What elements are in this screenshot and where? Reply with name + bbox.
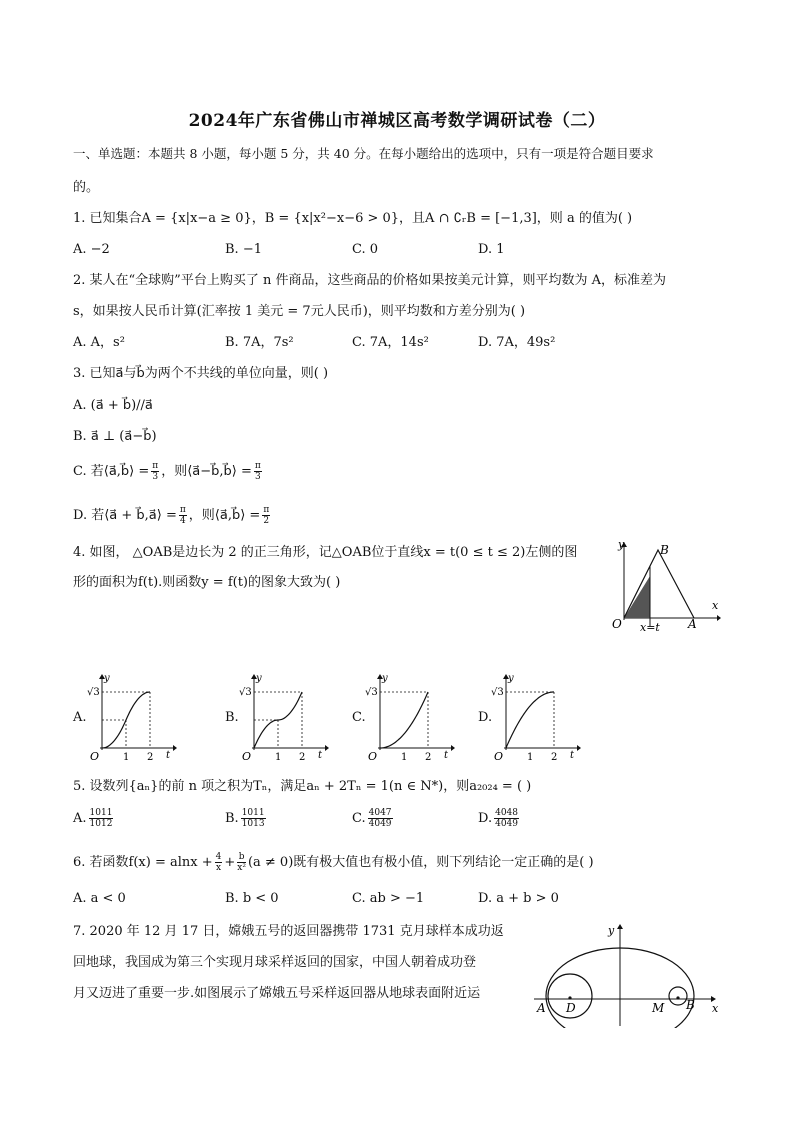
graph-x-arrow (451, 745, 455, 751)
q6-option-d: D. a + b > 0 (478, 891, 559, 906)
y-axis-arrow (617, 924, 623, 929)
q3-stem: 3. 已知a⃗与b⃗为两个不共线的单位向量，则( ) (73, 366, 329, 381)
graph-label-1: 1 (275, 752, 282, 760)
q4-graph-a (86, 672, 181, 760)
graph-label-y: y (104, 673, 110, 684)
q6-stem: 6. 若函数f(x) = alnx + $\frac{4}{x}$ + $\frac{b}{\text{x²}}$ (a ≠ 0)既有极大值也有极小值，则下列结论一定正确的是( ) (73, 852, 594, 873)
q4-stem-line2: 形的面积为f(t).则函数y = f(t)的图象大致为( ) (73, 575, 341, 590)
q6-option-c: C. ab > −1 (352, 891, 425, 906)
graph-label-y: y (256, 673, 262, 684)
graph-label-2: 2 (147, 752, 154, 760)
graph-label-t: t (318, 750, 323, 760)
label-xt: x=t (640, 621, 660, 634)
q2-stem-line1: 2. 某人在“全球购”平台上购买了 n 件商品，这些商品的价格如果按美元计算，则平均数为 A，标准差为 (73, 273, 666, 288)
graph-curve (380, 692, 428, 748)
q2-stem-line2: s，如果按人民币计算(汇率按 1 美元 = 7元人民币)，则平均数和方差分别为( ) (73, 304, 526, 319)
label-x: x (712, 1002, 719, 1015)
q4-graph-c (364, 672, 459, 760)
q2-option-a: A. A，s² (73, 335, 125, 350)
graph-label-sqrt3: √3 (365, 687, 378, 698)
q7-stem-line1: 7. 2020 年 12 月 17 日，嫦娥五号的返回器携带 1731 克月球样本成功返 (73, 924, 504, 939)
graph-label-o: O (494, 750, 504, 760)
q3-c-prefix: C. 若⟨a⃗,b⃗⟩ = (73, 464, 150, 479)
q4-stem-line1: 4. 如图， △OAB是边长为 2 的正三角形，记△OAB位于直线x = t(0 ≤ t ≤ 2)左侧的图 (73, 545, 578, 560)
q1-option-b: B. −1 (225, 242, 262, 257)
graph-label-2: 2 (425, 752, 432, 760)
label-o: O (612, 617, 622, 631)
q1-stem: 1. 已知集合A = {x|x−a ≥ 0}，B = {x|x²−x−6 > 0}，且A ∩ ∁ᵣB = [−1,3]，则 a 的值为( ) (73, 211, 633, 226)
graph-curve (254, 692, 302, 748)
graph-label-1: 1 (527, 752, 534, 760)
shaded-region (624, 576, 650, 618)
q4-graph-b (238, 672, 333, 760)
section-header-line2: 的。 (73, 180, 100, 195)
q2-option-d: D. 7A，49s² (478, 335, 556, 350)
graph-x-arrow (173, 745, 177, 751)
q3-c-mid: ，则⟨a⃗−b⃗,b⃗⟩ = (161, 464, 252, 479)
q5-option-d: D. $\frac{4048}{4049}$ (478, 808, 518, 829)
graph-label-o: O (242, 750, 252, 760)
graph-label-t: t (570, 750, 575, 760)
q5-option-a: A. $\frac{1011}{1012}$ (73, 808, 113, 829)
q7-stem-line3: 月又迈进了重要一步.如图展示了嫦娥五号采样返回器从地球表面附近运 (73, 986, 481, 1001)
q3-option-b: B. a⃗ ⊥ (a⃗−b⃗) (73, 429, 157, 444)
label-y: y (608, 924, 615, 937)
graph-label-1: 1 (401, 752, 408, 760)
graph-label-t: t (444, 750, 449, 760)
q5-option-c: C. $\frac{4047}{4049}$ (352, 808, 392, 829)
graph-label-sqrt3: √3 (87, 687, 100, 698)
label-y: y (618, 538, 625, 551)
q1-option-d: D. 1 (478, 242, 505, 257)
q3-d-frac1: $\frac{\pi}{4}$ (179, 505, 186, 526)
graph-x-arrow (577, 745, 581, 751)
graph-label-o: O (90, 750, 100, 760)
graph-label-y: y (382, 673, 388, 684)
q3-d-frac2: $\frac{\pi}{2}$ (263, 505, 270, 526)
graph-curve (102, 692, 150, 748)
graph-x-arrow (325, 745, 329, 751)
moon-circle (669, 987, 687, 1005)
q2-option-b: B. 7A，7s² (225, 335, 294, 350)
q4-option-b-label: B. (225, 710, 239, 725)
point-d (568, 996, 571, 999)
q3-c-frac1: $\frac{\pi}{3}$ (152, 461, 159, 482)
graph-label-t: t (166, 750, 171, 760)
label-b: B (686, 998, 695, 1012)
graph-label-sqrt3: √3 (491, 687, 504, 698)
q6-option-a: A. a < 0 (73, 891, 126, 906)
q3-option-d (73, 505, 272, 526)
point-m (676, 996, 679, 999)
q3-c-frac2: $\frac{\pi}{3}$ (254, 461, 261, 482)
graph-label-1: 1 (123, 752, 130, 760)
q4-option-d-label: D. (478, 710, 493, 725)
q2-option-c: C. 7A，14s² (352, 335, 429, 350)
label-a: A (537, 1001, 546, 1015)
q3-d-prefix: D. 若⟨a⃗ + b⃗,a⃗⟩ = (73, 508, 177, 523)
label-a: A (688, 617, 697, 631)
q7-orbit-figure (528, 918, 728, 1028)
label-d: D (566, 1001, 576, 1015)
q1-option-a: A. −2 (73, 242, 110, 257)
q5-stem: 5. 设数列{aₙ}的前 n 项之积为Tₙ，满足aₙ + 2Tₙ = 1(n ∈ N*)，则a₂₀₂₄ = ( ) (73, 779, 532, 794)
x-axis-arrow (717, 615, 721, 621)
q4-graph-d (490, 672, 585, 760)
q4-option-a-label: A. (73, 710, 87, 725)
q3-d-mid: ，则⟨a⃗,b⃗⟩ = (188, 508, 261, 523)
graph-curve (506, 692, 554, 748)
q1-option-c: C. 0 (352, 242, 379, 257)
section-header-line1: 一、单选题：本题共 8 小题，每小题 5 分，共 40 分。在每小题给出的选项中，只有一项是符合题目要求 (73, 146, 654, 161)
graph-label-y: y (508, 673, 514, 684)
q3-option-c (73, 461, 264, 482)
q3-option-a: A. (a⃗ + b⃗)//a⃗ (73, 398, 153, 413)
q5-option-b: B. $\frac{1011}{1013}$ (225, 808, 265, 829)
q4-option-c-label: C. (352, 710, 366, 725)
graph-label-2: 2 (551, 752, 558, 760)
q4-triangle-figure (604, 536, 724, 636)
q6-option-b: B. b < 0 (225, 891, 279, 906)
label-b: B (660, 543, 669, 557)
exam-title: 2024年广东省佛山市禅城区高考数学调研试卷（二） (188, 111, 606, 131)
label-m: M (652, 1001, 665, 1015)
graph-label-o: O (368, 750, 378, 760)
q7-stem-line2: 回地球，我国成为第三个实现月球采样返回的国家，中国人朝着成功登 (73, 955, 477, 970)
graph-label-sqrt3: √3 (239, 687, 252, 698)
label-x: x (712, 599, 719, 612)
graph-label-2: 2 (299, 752, 306, 760)
